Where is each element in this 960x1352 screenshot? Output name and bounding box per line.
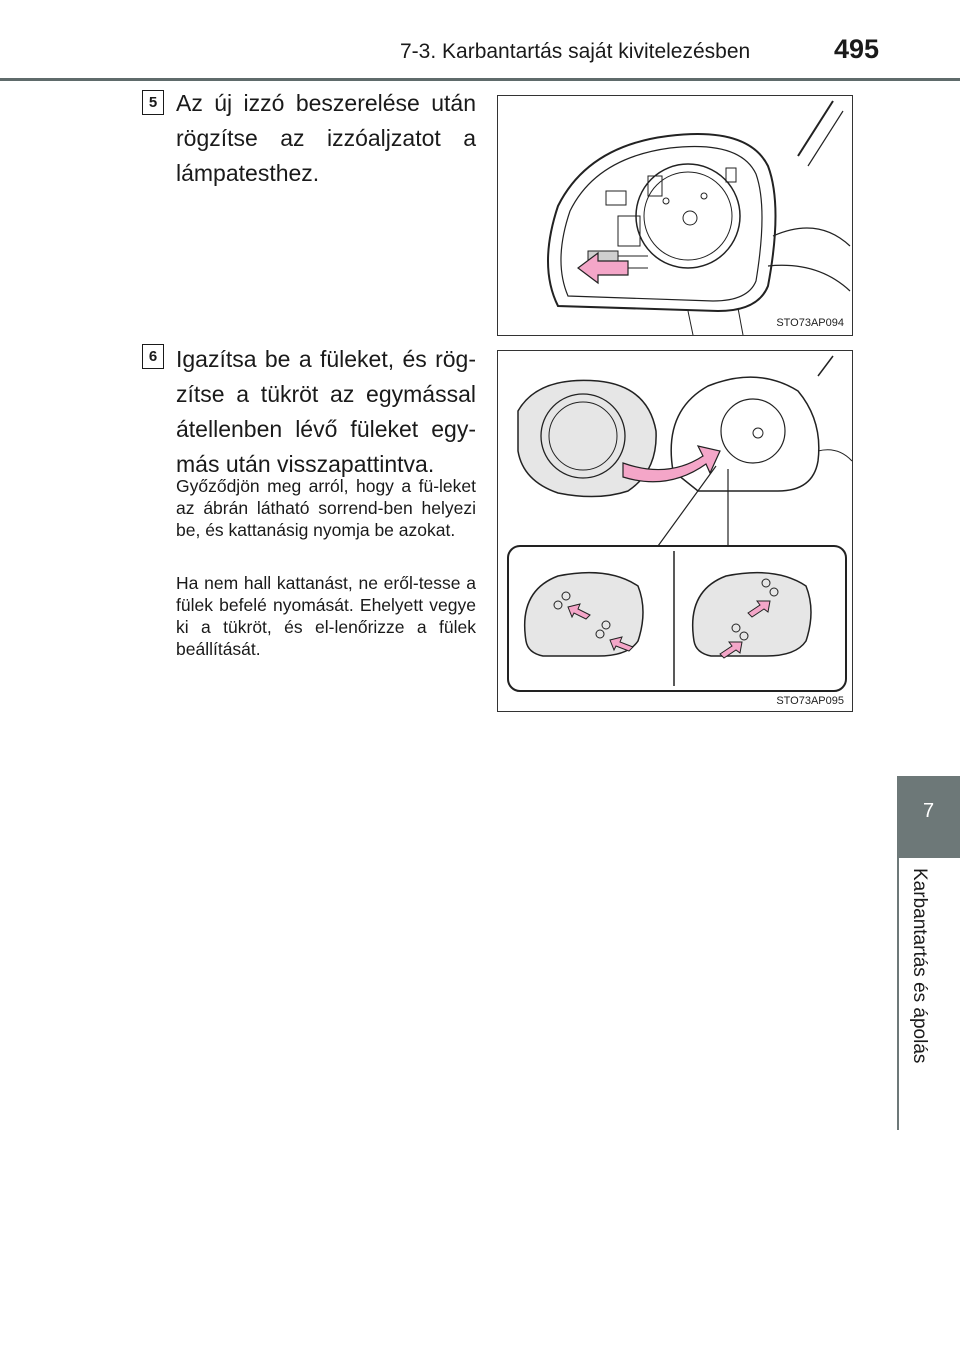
step-6-note-1: Győződjön meg arról, hogy a fü-leket az ábrán látható sorrend-ben helyezi be, és kattanásig nyomja be azokat. bbox=[176, 476, 476, 540]
figure-code-094: STO73AP094 bbox=[776, 317, 844, 329]
step-badge-6: 6 bbox=[142, 344, 164, 369]
step-6-note-2: Ha nem hall kattanást, ne eről-tesse a fülek befelé nyomását. Ehelyett vegye ki a tükröt, és el-lenőrizze a fülek beállítását. bbox=[176, 573, 476, 659]
step-badge-5: 5 bbox=[142, 90, 164, 115]
step-5-text: Az új izzó beszerelése után rögzítse az izzóaljzatot a lámpatesthez. bbox=[176, 90, 476, 186]
page-number: 495 bbox=[834, 34, 880, 64]
figure-bulb-socket bbox=[497, 95, 853, 336]
figure-code-095: STO73AP095 bbox=[776, 695, 844, 707]
chapter-tab-label: Karbantartás és ápolás bbox=[909, 868, 930, 1064]
mirror-socket-illustration bbox=[498, 96, 852, 335]
figure-mirror-tabs bbox=[497, 350, 853, 712]
chapter-tab-number: 7 bbox=[897, 776, 960, 858]
step-6-text: Igazítsa be a füleket, és rög-zítse a tükröt az egymással átellenben lévő füleket egy-más után visszapattintva. bbox=[176, 346, 476, 477]
header-rule bbox=[0, 78, 960, 81]
section-title: 7-3. Karbantartás saját kivitelezésben bbox=[400, 40, 751, 63]
mirror-tabs-illustration bbox=[498, 351, 852, 711]
